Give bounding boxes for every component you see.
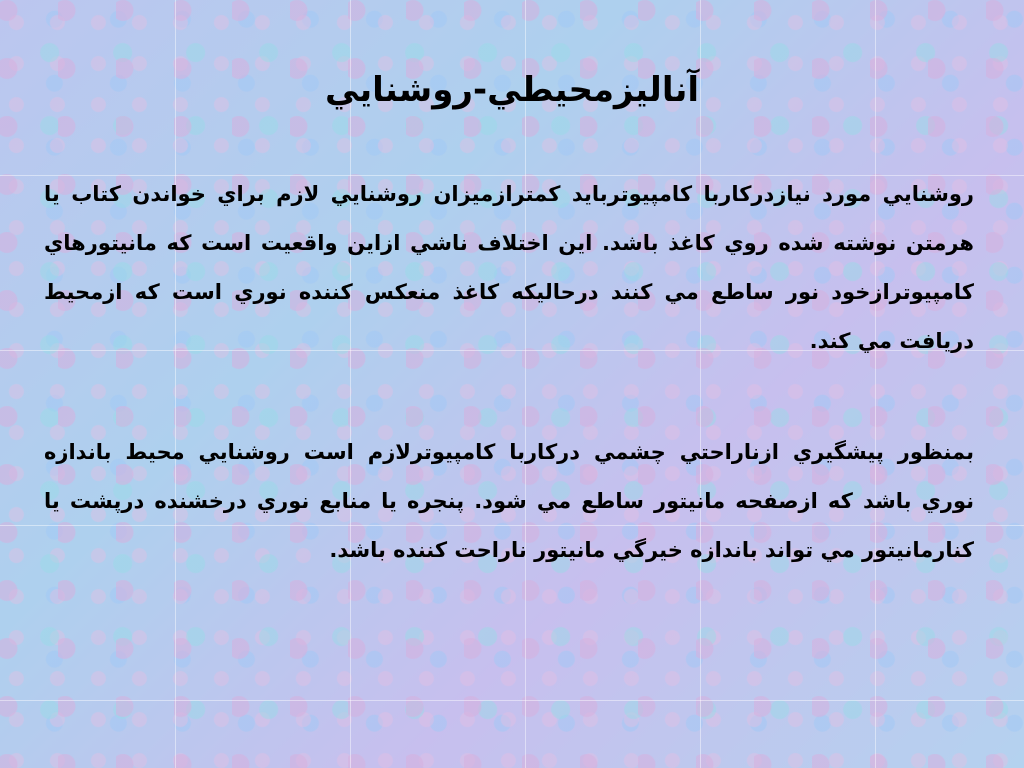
slide-title: آناليزمحيطي-روشنايي xyxy=(325,70,699,110)
body-paragraph-lighting-requirement: روشنايي مورد نيازدركاربا كامپيوتربايد كمترازميزان روشنايي لازم براي خواندن كتاب يا هرمتن نوشته شده روي كاغذ باشد. اين اختلاف ناشي ازاين واقعيت است كه مانيتورهاي كامپيوترازخود نور ساطع مي كنند درحاليكه كاغذ منعكس كننده نوري است كه ازمحيط دريافت مي كند. xyxy=(44,182,974,353)
grid-line xyxy=(0,700,1024,701)
grid-line xyxy=(875,0,876,768)
body-paragraph-eye-strain-prevention: بمنظور پيشگيري ازناراحتي چشمي دركاربا كامپيوترلازم است روشنايي محيط باندازه نوري باشد كه ازصفحه مانيتور ساطع مي شود. پنجره يا منابع نوري درخشنده درپشت يا كنارمانيتور مي تواند باندازه خيرگي مانيتور ناراحت كننده باشد. xyxy=(44,440,974,562)
grid-line xyxy=(350,0,351,768)
grid-line xyxy=(525,0,526,768)
grid-line xyxy=(175,0,176,768)
grid-line xyxy=(700,0,701,768)
